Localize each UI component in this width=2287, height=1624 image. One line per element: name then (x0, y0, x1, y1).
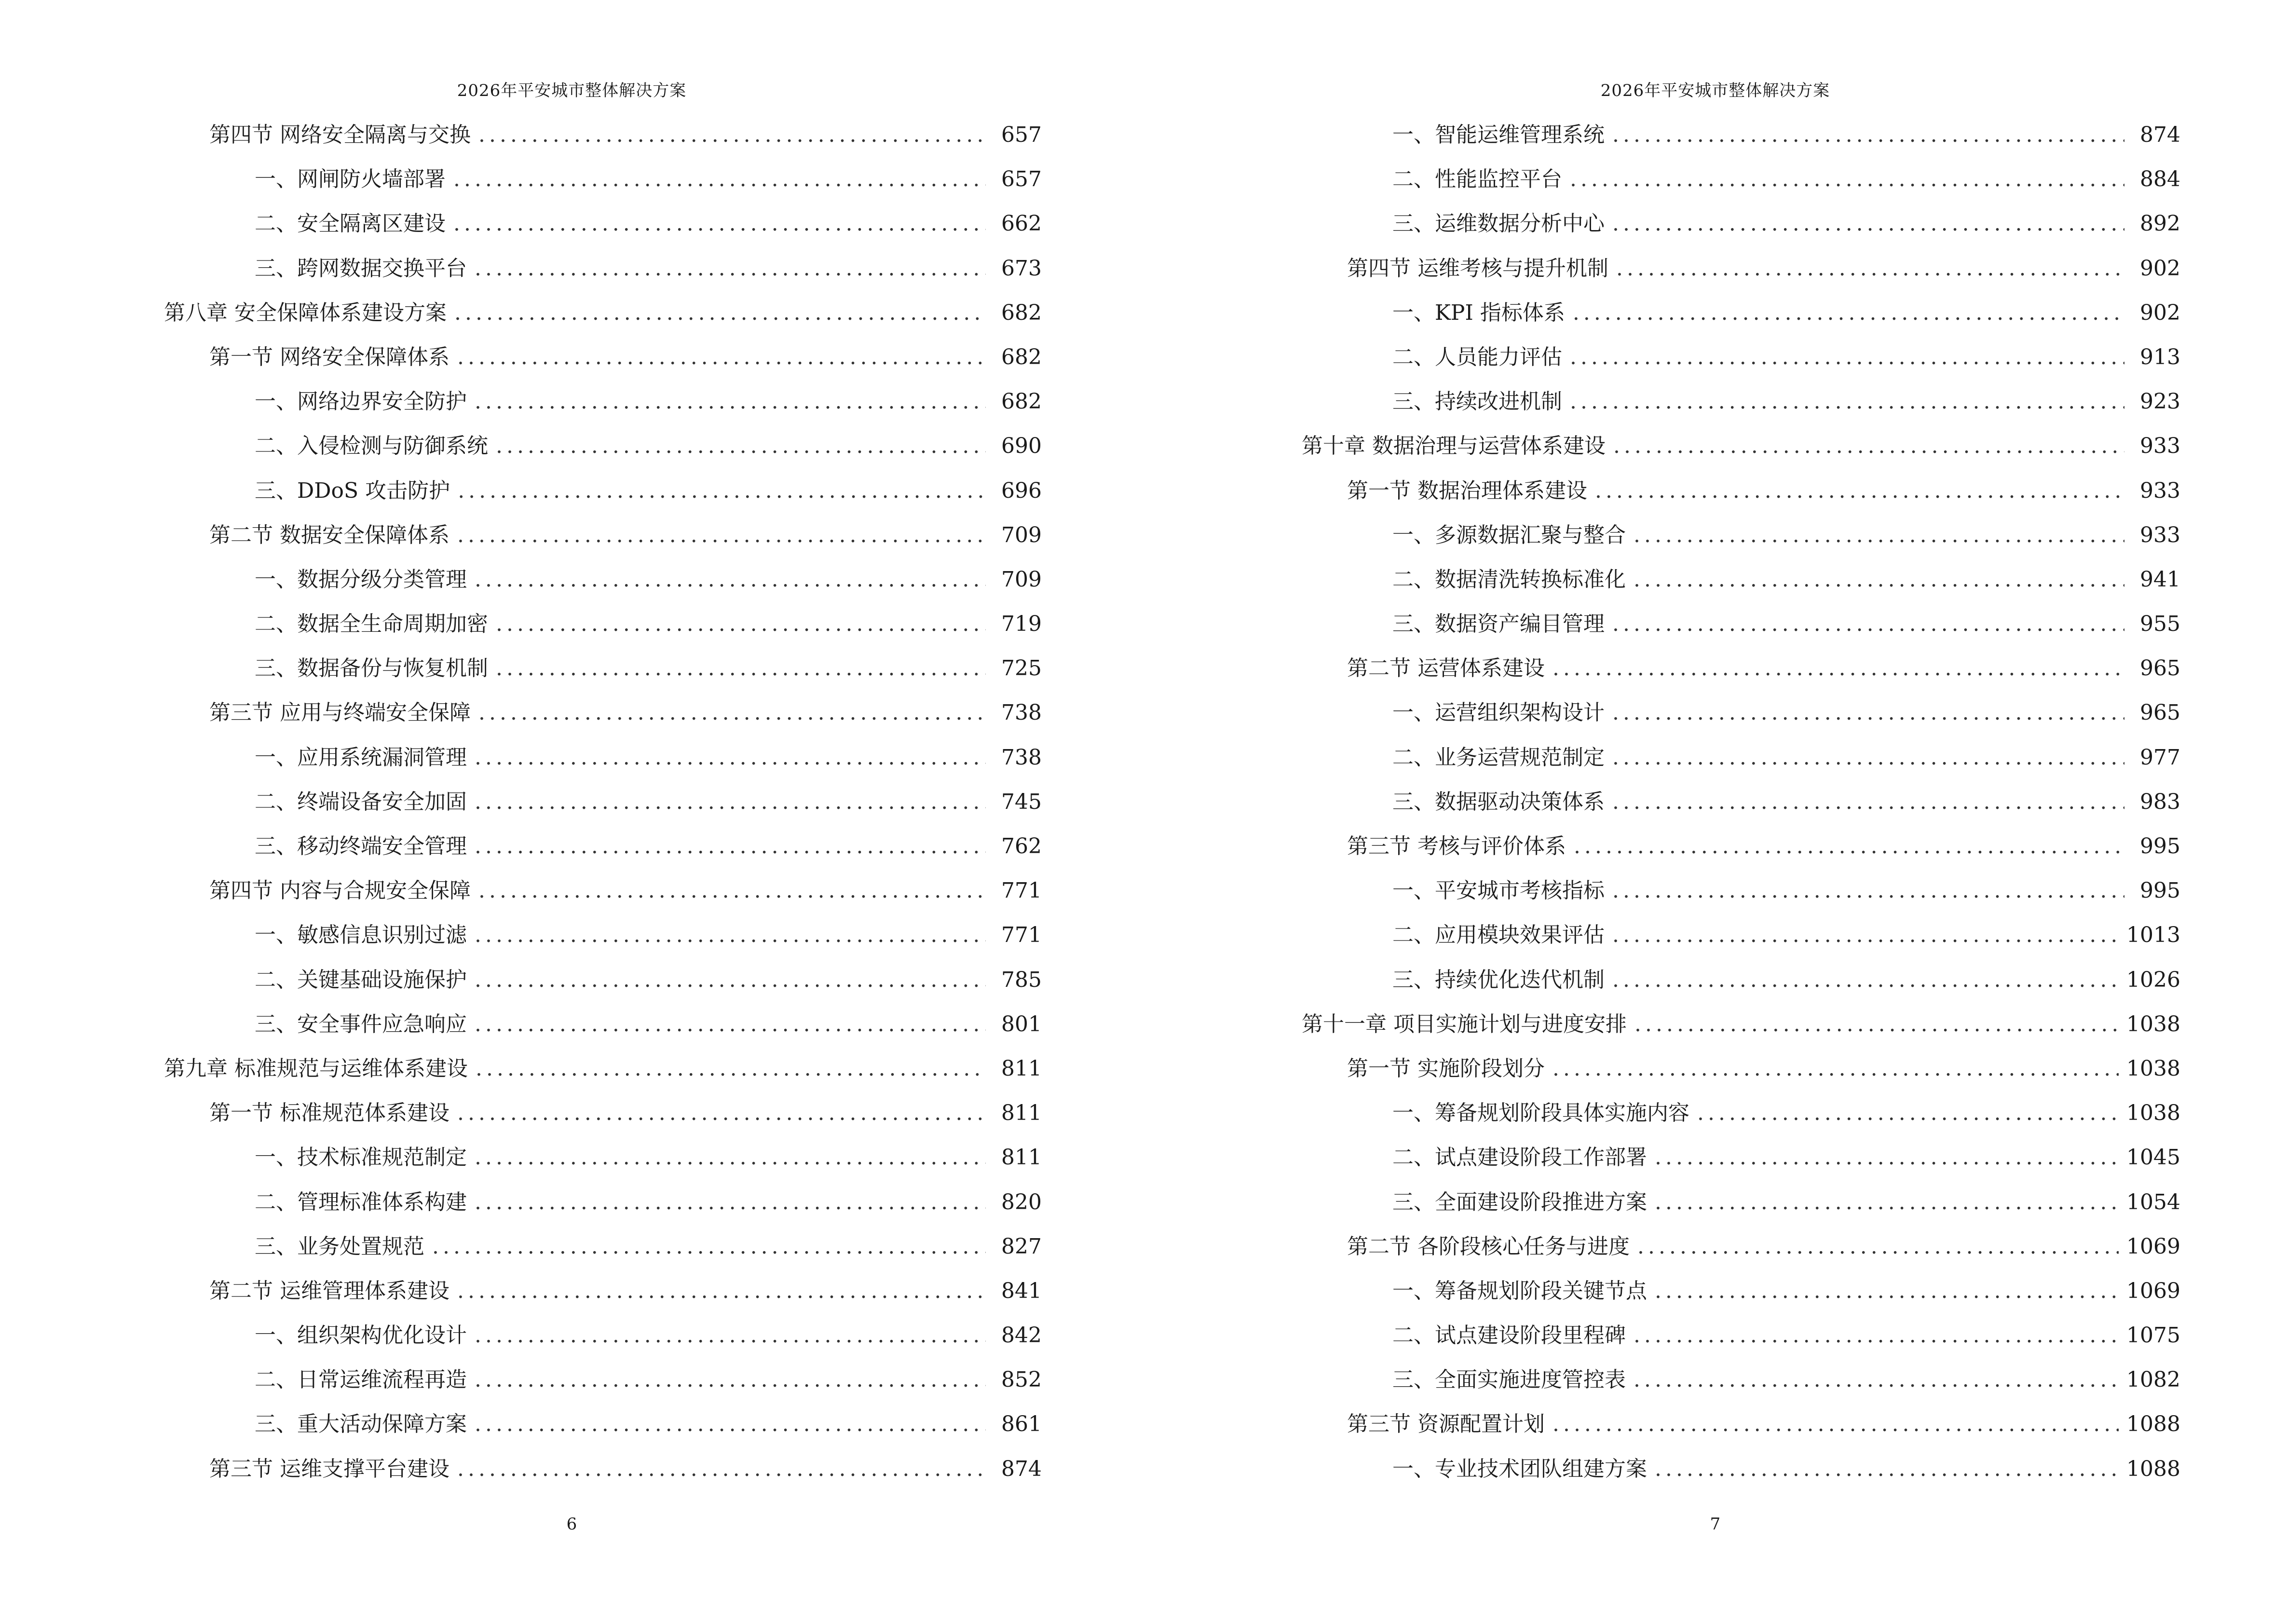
toc-leader-dots (475, 1406, 986, 1443)
toc-entry-page: 1038 (2126, 1011, 2180, 1037)
toc-entry-page: 709 (1001, 522, 1042, 547)
toc-entry-page: 827 (1001, 1234, 1042, 1259)
toc-leader-dots (1570, 383, 2124, 420)
toc-entry-page: 965 (2140, 700, 2180, 725)
toc-entry-page: 983 (2140, 789, 2180, 814)
toc-leader-dots (476, 1051, 986, 1087)
toc-entry-title: 第十一章 项目实施计划与进度安排 (1302, 1011, 1627, 1037)
toc-entry-title: 第三节 运维支撑平台建设 (209, 1456, 449, 1481)
toc-entry-page: 933 (2140, 434, 2180, 459)
toc-entry-page: 902 (2140, 300, 2180, 325)
toc-entry-page: 1082 (2126, 1367, 2180, 1392)
toc-leader-dots (1655, 1184, 2119, 1221)
toc-leader-dots (1612, 917, 2119, 954)
toc-entry-page: 719 (1001, 612, 1042, 637)
toc-entry (164, 383, 1042, 428)
toc-entry (164, 473, 1042, 517)
toc-entry-page: 820 (1001, 1189, 1042, 1215)
toc-entry-page: 709 (1001, 567, 1042, 592)
toc-entry-title: 二、终端设备安全加固 (255, 789, 467, 814)
toc-entry (164, 828, 1042, 873)
toc-entry (164, 295, 1042, 339)
toc-entry-title: 第二节 运营体系建设 (1347, 656, 1545, 681)
toc-entry (164, 1451, 1042, 1495)
toc-entry (164, 1317, 1042, 1362)
toc-leader-dots (478, 873, 986, 909)
toc-entry (1302, 1273, 2180, 1317)
toc-entry-page: 884 (2140, 167, 2180, 192)
toc-leader-dots (475, 962, 986, 998)
toc-entry (164, 161, 1042, 205)
toc-entry-title: 一、筹备规划阶段关键节点 (1392, 1278, 1647, 1303)
toc-leader-dots (1616, 250, 2124, 287)
toc-entry-title: 一、应用系统漏洞管理 (255, 745, 467, 770)
toc-leader-dots (1634, 517, 2124, 554)
toc-entry (1302, 917, 2180, 961)
toc-entry-title: 第九章 标准规范与运维体系建设 (164, 1056, 468, 1081)
toc-entry (164, 1095, 1042, 1139)
toc-entry-page: 1069 (2126, 1278, 2180, 1303)
toc-entry-title: 二、试点建设阶段里程碑 (1392, 1323, 1626, 1348)
toc-entry-title: 二、性能监控平台 (1392, 167, 1562, 192)
toc-entry-page: 842 (1001, 1323, 1042, 1348)
toc-entry-page: 811 (1001, 1145, 1042, 1170)
toc-leader-dots (475, 1139, 986, 1176)
toc-entry-title: 第二节 运维管理体系建设 (209, 1278, 449, 1303)
toc-leader-dots (475, 250, 986, 287)
toc-entry (164, 517, 1042, 561)
toc-entry (1302, 1317, 2180, 1362)
toc-leader-dots (475, 917, 986, 954)
toc-entry-title: 一、智能运维管理系统 (1392, 123, 1605, 147)
toc-entry (164, 1051, 1042, 1095)
toc-leader-dots (496, 606, 986, 642)
toc-leader-dots (457, 339, 986, 376)
toc-entry (1302, 695, 2180, 739)
toc-leader-dots (1613, 428, 2124, 464)
toc-entry-page: 657 (1001, 123, 1042, 147)
toc-leader-dots (496, 650, 986, 687)
toc-leader-dots (1612, 205, 2124, 242)
toc-leader-dots (1570, 161, 2124, 198)
toc-entry-page: 977 (2140, 745, 2180, 770)
toc-entry-page: 1045 (2126, 1145, 2180, 1170)
toc-list (164, 117, 1042, 1495)
toc-leader-dots (1634, 1362, 2119, 1398)
toc-entry (1302, 428, 2180, 472)
page-number: 7 (1710, 1515, 1721, 1534)
toc-entry-title: 三、跨网数据交换平台 (255, 256, 467, 281)
toc-entry-title: 三、业务处置规范 (255, 1234, 424, 1259)
toc-entry-page: 811 (1001, 1101, 1042, 1126)
toc-entry-title: 第三节 考核与评价体系 (1347, 834, 1566, 859)
toc-entry-page: 1026 (2126, 967, 2180, 992)
toc-leader-dots (1655, 1139, 2119, 1176)
toc-entry (164, 650, 1042, 695)
toc-entry-page: 852 (1001, 1367, 1042, 1392)
toc-entry-page: 874 (2140, 123, 2180, 147)
toc-entry (164, 1228, 1042, 1273)
toc-entry-page: 1088 (2126, 1412, 2180, 1437)
toc-entry-title: 第八章 安全保障体系建设方案 (164, 300, 447, 325)
toc-entry-page: 682 (1001, 389, 1042, 414)
toc-entry (164, 205, 1042, 250)
toc-entry (164, 917, 1042, 961)
toc-entry-title: 二、安全隔离区建设 (255, 211, 446, 236)
toc-entry-page: 785 (1001, 967, 1042, 992)
toc-entry-title: 一、平安城市考核指标 (1392, 878, 1605, 903)
toc-entry (1302, 1362, 2180, 1406)
toc-entry (1302, 117, 2180, 161)
toc-leader-dots (478, 117, 986, 153)
toc-leader-dots (1655, 1451, 2119, 1488)
toc-entry-title: 第一节 数据治理体系建设 (1347, 478, 1587, 503)
toc-entry (164, 339, 1042, 383)
toc-entry-page: 682 (1001, 344, 1042, 369)
toc-leader-dots (454, 295, 986, 331)
page-number: 6 (566, 1515, 577, 1534)
toc-leader-dots (1574, 828, 2124, 865)
toc-entry-page: 941 (2140, 567, 2180, 592)
toc-entry-page: 771 (1001, 923, 1042, 948)
running-header: 2026年平安城市整体解决方案 (1600, 81, 1830, 100)
toc-entry-title: 第一节 网络安全保障体系 (209, 344, 449, 369)
toc-entry-page: 738 (1001, 700, 1042, 725)
toc-leader-dots (1612, 606, 2124, 642)
toc-entry (1302, 339, 2180, 383)
toc-entry (1302, 1228, 2180, 1273)
toc-leader-dots (1637, 1228, 2119, 1265)
toc-leader-dots (475, 383, 986, 420)
toc-entry (1302, 1006, 2180, 1051)
toc-entry-title: 二、应用模块效果评估 (1392, 923, 1605, 948)
toc-entry-title: 二、数据清洗转换标准化 (1392, 567, 1626, 592)
toc-entry-page: 933 (2140, 478, 2180, 503)
toc-entry-title: 第四节 网络安全隔离与交换 (209, 123, 471, 147)
toc-entry (1302, 1139, 2180, 1184)
toc-entry-page: 673 (1001, 256, 1042, 281)
toc-leader-dots (432, 1228, 986, 1265)
toc-leader-dots (457, 1273, 986, 1310)
toc-leader-dots (1655, 1273, 2119, 1310)
toc-leader-dots (475, 1184, 986, 1221)
toc-entry-title: 一、网闸防火墙部署 (255, 167, 446, 192)
toc-entry-title: 一、组织架构优化设计 (255, 1323, 467, 1348)
toc-entry-page: 995 (2140, 878, 2180, 903)
toc-list (1302, 117, 2180, 1495)
toc-entry-title: 三、数据备份与恢复机制 (255, 656, 488, 681)
toc-entry-page: 1069 (2126, 1234, 2180, 1259)
toc-entry-page: 657 (1001, 167, 1042, 192)
toc-entry (1302, 606, 2180, 650)
toc-entry (1302, 1095, 2180, 1139)
toc-entry-title: 三、运维数据分析中心 (1392, 211, 1605, 236)
toc-leader-dots (1612, 739, 2124, 776)
toc-entry (1302, 1451, 2180, 1495)
toc-entry-page: 841 (1001, 1278, 1042, 1303)
toc-entry-page: 1038 (2126, 1056, 2180, 1081)
toc-entry-title: 第四节 内容与合规安全保障 (209, 878, 471, 903)
toc-entry-title: 二、管理标准体系构建 (255, 1189, 467, 1215)
toc-entry-title: 一、专业技术团队组建方案 (1392, 1456, 1647, 1481)
toc-entry-page: 682 (1001, 300, 1042, 325)
toc-entry (1302, 383, 2180, 428)
toc-leader-dots (1570, 339, 2124, 376)
toc-entry-page: 762 (1001, 834, 1042, 859)
toc-entry-page: 696 (1001, 478, 1042, 503)
toc-entry (1302, 161, 2180, 205)
toc-leader-dots (475, 1317, 986, 1354)
toc-entry-title: 一、KPI 指标体系 (1392, 300, 1565, 325)
toc-entry (1302, 1184, 2180, 1228)
toc-leader-dots (496, 428, 986, 464)
toc-entry (164, 1406, 1042, 1450)
toc-entry (164, 1273, 1042, 1317)
toc-leader-dots (1634, 1006, 2119, 1043)
toc-entry-title: 二、数据全生命周期加密 (255, 612, 488, 637)
toc-entry-title: 二、试点建设阶段工作部署 (1392, 1145, 1647, 1170)
toc-leader-dots (475, 1006, 986, 1043)
toc-entry-page: 811 (1001, 1056, 1042, 1081)
toc-entry-title: 二、入侵检测与防御系统 (255, 434, 488, 459)
toc-leader-dots (457, 1451, 986, 1488)
toc-leader-dots (453, 161, 986, 198)
toc-leader-dots (453, 205, 986, 242)
toc-leader-dots (1573, 295, 2124, 331)
toc-entry (164, 962, 1042, 1006)
toc-entry-title: 三、DDoS 攻击防护 (255, 478, 450, 503)
toc-leader-dots (475, 784, 986, 820)
toc-entry (164, 606, 1042, 650)
toc-entry (1302, 473, 2180, 517)
right-page (1144, 0, 2287, 1624)
toc-entry (164, 561, 1042, 606)
toc-entry-title: 三、安全事件应急响应 (255, 1011, 467, 1037)
toc-entry-title: 第三节 应用与终端安全保障 (209, 700, 471, 725)
toc-entry-title: 第四节 运维考核与提升机制 (1347, 256, 1608, 281)
toc-entry (164, 739, 1042, 784)
toc-entry (164, 1184, 1042, 1228)
toc-entry-page: 745 (1001, 789, 1042, 814)
toc-entry-page: 1038 (2126, 1101, 2180, 1126)
toc-entry (1302, 1051, 2180, 1095)
toc-entry-title: 三、全面实施进度管控表 (1392, 1367, 1626, 1392)
toc-leader-dots (475, 561, 986, 598)
toc-entry-page: 771 (1001, 878, 1042, 903)
toc-entry-title: 三、持续优化迭代机制 (1392, 967, 1605, 992)
toc-entry-title: 三、移动终端安全管理 (255, 834, 467, 859)
toc-leader-dots (1634, 561, 2124, 598)
toc-entry (164, 1006, 1042, 1051)
toc-entry-title: 三、重大活动保障方案 (255, 1412, 467, 1437)
toc-entry (1302, 962, 2180, 1006)
toc-leader-dots (458, 473, 986, 509)
toc-entry (164, 117, 1042, 161)
toc-entry (164, 428, 1042, 472)
toc-entry-title: 一、数据分级分类管理 (255, 567, 467, 592)
toc-entry-page: 913 (2140, 344, 2180, 369)
toc-leader-dots (1612, 962, 2119, 998)
toc-entry-page: 902 (2140, 256, 2180, 281)
toc-entry (1302, 1406, 2180, 1450)
toc-leader-dots (1612, 873, 2124, 909)
toc-entry (1302, 517, 2180, 561)
toc-leader-dots (457, 1095, 986, 1132)
toc-entry-title: 三、持续改进机制 (1392, 389, 1562, 414)
toc-leader-dots (1612, 784, 2124, 820)
toc-entry-page: 1075 (2126, 1323, 2180, 1348)
toc-entry-title: 第一节 实施阶段划分 (1347, 1056, 1545, 1081)
toc-entry-title: 一、网络边界安全防护 (255, 389, 467, 414)
toc-entry-title: 第二节 各阶段核心任务与进度 (1347, 1234, 1630, 1259)
toc-entry-page: 955 (2140, 612, 2180, 637)
toc-entry-page: 801 (1001, 1011, 1042, 1037)
toc-entry-page: 923 (2140, 389, 2180, 414)
toc-entry-page: 662 (1001, 211, 1042, 236)
toc-entry-page: 995 (2140, 834, 2180, 859)
toc-leader-dots (1634, 1317, 2119, 1354)
toc-entry (164, 695, 1042, 739)
toc-entry-page: 965 (2140, 656, 2180, 681)
toc-entry-page: 861 (1001, 1412, 1042, 1437)
toc-entry-title: 一、筹备规划阶段具体实施内容 (1392, 1101, 1689, 1126)
toc-entry-page: 1013 (2126, 923, 2180, 948)
toc-entry (164, 1362, 1042, 1406)
toc-entry-title: 三、数据驱动决策体系 (1392, 789, 1605, 814)
toc-entry-title: 第一节 标准规范体系建设 (209, 1101, 449, 1126)
toc-entry (164, 1139, 1042, 1184)
toc-entry-page: 1088 (2126, 1456, 2180, 1481)
toc-entry-title: 二、关键基础设施保护 (255, 967, 467, 992)
toc-entry-page: 1054 (2126, 1189, 2180, 1215)
toc-entry-title: 一、技术标准规范制定 (255, 1145, 467, 1170)
toc-entry (1302, 295, 2180, 339)
toc-entry (1302, 828, 2180, 873)
toc-entry-title: 二、人员能力评估 (1392, 344, 1562, 369)
toc-entry (1302, 250, 2180, 295)
toc-entry-title: 第十章 数据治理与运营体系建设 (1302, 434, 1606, 459)
toc-leader-dots (1697, 1095, 2119, 1132)
running-header: 2026年平安城市整体解决方案 (457, 81, 687, 100)
toc-leader-dots (1552, 1051, 2119, 1087)
toc-entry-page: 892 (2140, 211, 2180, 236)
toc-entry (164, 250, 1042, 295)
toc-entry-title: 三、数据资产编目管理 (1392, 612, 1605, 637)
toc-entry (1302, 739, 2180, 784)
toc-entry-title: 二、业务运营规范制定 (1392, 745, 1605, 770)
toc-leader-dots (1552, 650, 2124, 687)
toc-entry (164, 784, 1042, 828)
toc-leader-dots (457, 517, 986, 554)
toc-entry-title: 一、敏感信息识别过滤 (255, 923, 467, 948)
toc-entry (1302, 784, 2180, 828)
toc-leader-dots (475, 828, 986, 865)
toc-entry-title: 第二节 数据安全保障体系 (209, 522, 449, 547)
toc-entry-title: 二、日常运维流程再造 (255, 1367, 467, 1392)
toc-entry-page: 874 (1001, 1456, 1042, 1481)
toc-entry-page: 933 (2140, 522, 2180, 547)
toc-entry (164, 873, 1042, 917)
toc-leader-dots (475, 739, 986, 776)
toc-entry-page: 725 (1001, 656, 1042, 681)
toc-leader-dots (1612, 695, 2124, 731)
toc-entry (1302, 205, 2180, 250)
toc-leader-dots (475, 1362, 986, 1398)
toc-entry-page: 738 (1001, 745, 1042, 770)
toc-entry (1302, 873, 2180, 917)
toc-entry-title: 一、多源数据汇聚与整合 (1392, 522, 1626, 547)
toc-entry (1302, 650, 2180, 695)
toc-entry-page: 690 (1001, 434, 1042, 459)
toc-leader-dots (1612, 117, 2124, 153)
toc-leader-dots (1595, 473, 2124, 509)
toc-leader-dots (1552, 1406, 2119, 1443)
toc-entry-title: 一、运营组织架构设计 (1392, 700, 1605, 725)
toc-entry (1302, 561, 2180, 606)
toc-entry-title: 三、全面建设阶段推进方案 (1392, 1189, 1647, 1215)
toc-leader-dots (478, 695, 986, 731)
toc-entry-title: 第三节 资源配置计划 (1347, 1412, 1545, 1437)
